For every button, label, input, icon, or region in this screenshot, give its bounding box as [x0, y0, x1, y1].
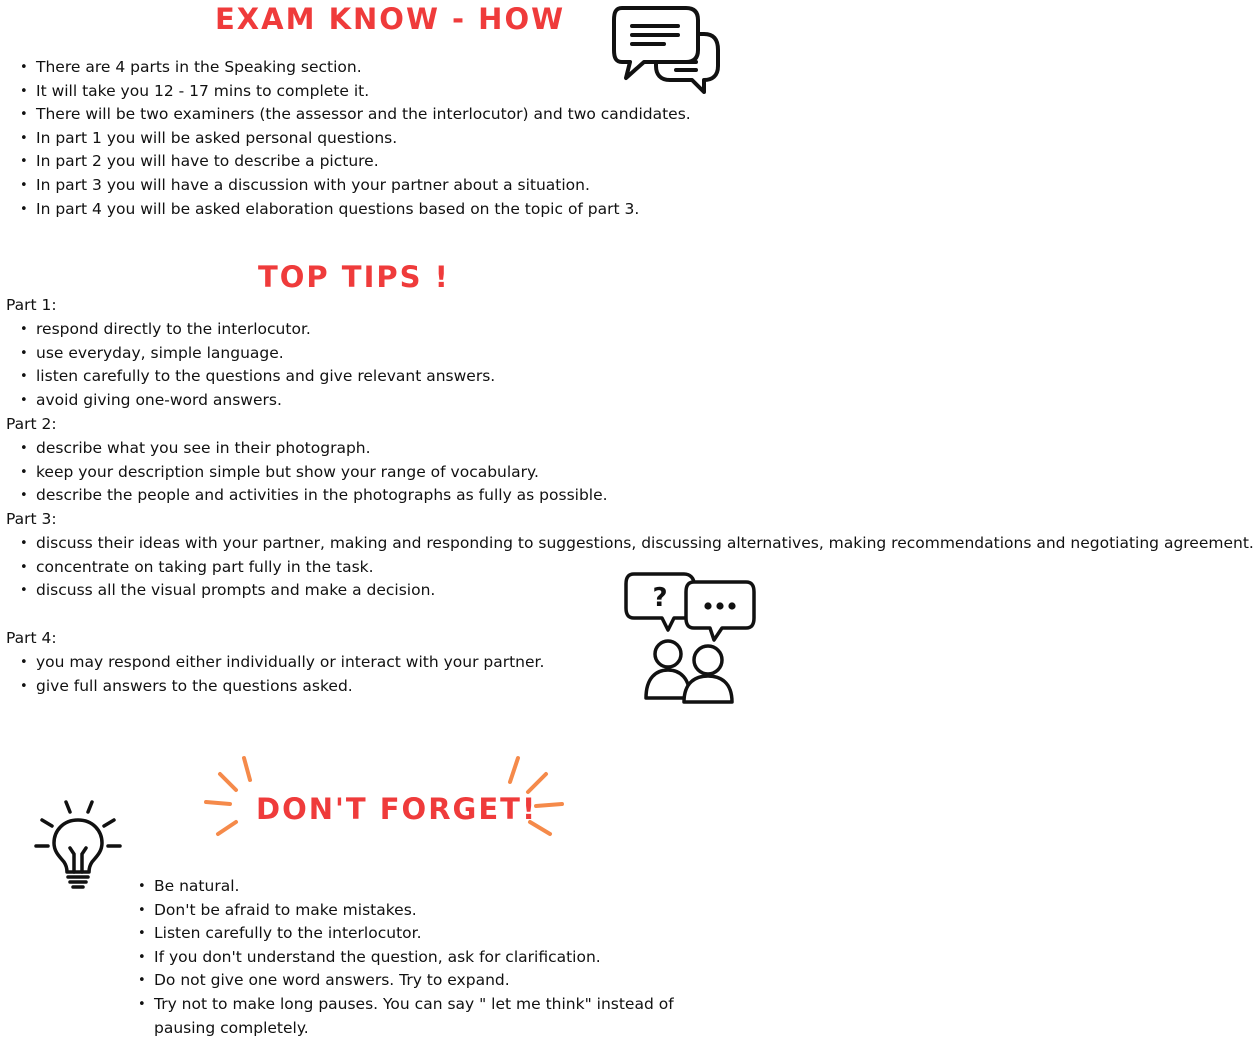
- svg-text:?: ?: [652, 583, 668, 613]
- part-3-label: Part 3:: [6, 510, 57, 528]
- list-item: • discuss all the visual prompts and make a decision.: [20, 579, 796, 603]
- list-item: • give full answers to the questions asked.: [20, 675, 544, 699]
- exam-know-how-list: [20, 56, 691, 221]
- list-item: • describe the people and activities in the photographs as fully as possible.: [20, 484, 608, 508]
- list-item: • If you don't understand the question, ask for clarification.: [138, 946, 714, 970]
- list-item: • Listen carefully to the interlocutor.: [138, 922, 714, 946]
- people-discussion-icon: [622, 568, 758, 706]
- list-item: • describe what you see in their photograph.: [20, 437, 608, 461]
- part-1-label: Part 1:: [6, 296, 57, 314]
- list-item: • you may respond either individually or interact with your partner.: [20, 651, 544, 675]
- top-tips-heading: TOP TIPS !: [258, 260, 450, 294]
- lightbulb-icon: [30, 796, 126, 892]
- list-item: • In part 2 you will have to describe a picture.: [20, 150, 691, 174]
- part-2-tips-list: [20, 437, 608, 508]
- dont-forget-heading: DON'T FORGET!: [256, 792, 538, 826]
- part-4-label: Part 4:: [6, 629, 57, 647]
- list-item: • There will be two examiners (the assessor and the interlocutor) and two candidates.: [20, 103, 691, 127]
- part-2-label: Part 2:: [6, 415, 57, 433]
- list-item: • respond directly to the interlocutor.: [20, 318, 495, 342]
- list-item: • In part 1 you will be asked personal questions.: [20, 127, 691, 151]
- exam-know-how-heading: EXAM KNOW - HOW: [215, 2, 566, 36]
- dont-forget-list: [138, 875, 714, 1040]
- list-item: • There are 4 parts in the Speaking section.: [20, 56, 691, 80]
- list-item: • It will take you 12 - 17 mins to complete it.: [20, 80, 691, 104]
- list-item: • use everyday, simple language.: [20, 342, 495, 366]
- part-4-tips-list: [20, 651, 544, 698]
- part-1-tips-list: [20, 318, 495, 412]
- list-item: • Be natural.: [138, 875, 714, 899]
- list-item: • Don't be afraid to make mistakes.: [138, 899, 714, 923]
- list-item: • Try not to make long pauses. You can say " let me think" instead of pausing completely.: [138, 993, 714, 1040]
- list-item: • In part 3 you will have a discussion with your partner about a situation.: [20, 174, 691, 198]
- list-item: • listen carefully to the questions and give relevant answers.: [20, 365, 495, 389]
- list-item: • discuss their ideas with your partner, making and responding to suggestions, discussing alternatives, making recommendations and negotiating agreement.: [20, 532, 796, 556]
- list-item: • avoid giving one-word answers.: [20, 389, 495, 413]
- list-item: • keep your description simple but show your range of vocabulary.: [20, 461, 608, 485]
- list-item: • In part 4 you will be asked elaboration questions based on the topic of part 3.: [20, 198, 691, 222]
- list-item: • Do not give one word answers. Try to expand.: [138, 969, 714, 993]
- list-item: • concentrate on taking part fully in the task.: [20, 556, 796, 580]
